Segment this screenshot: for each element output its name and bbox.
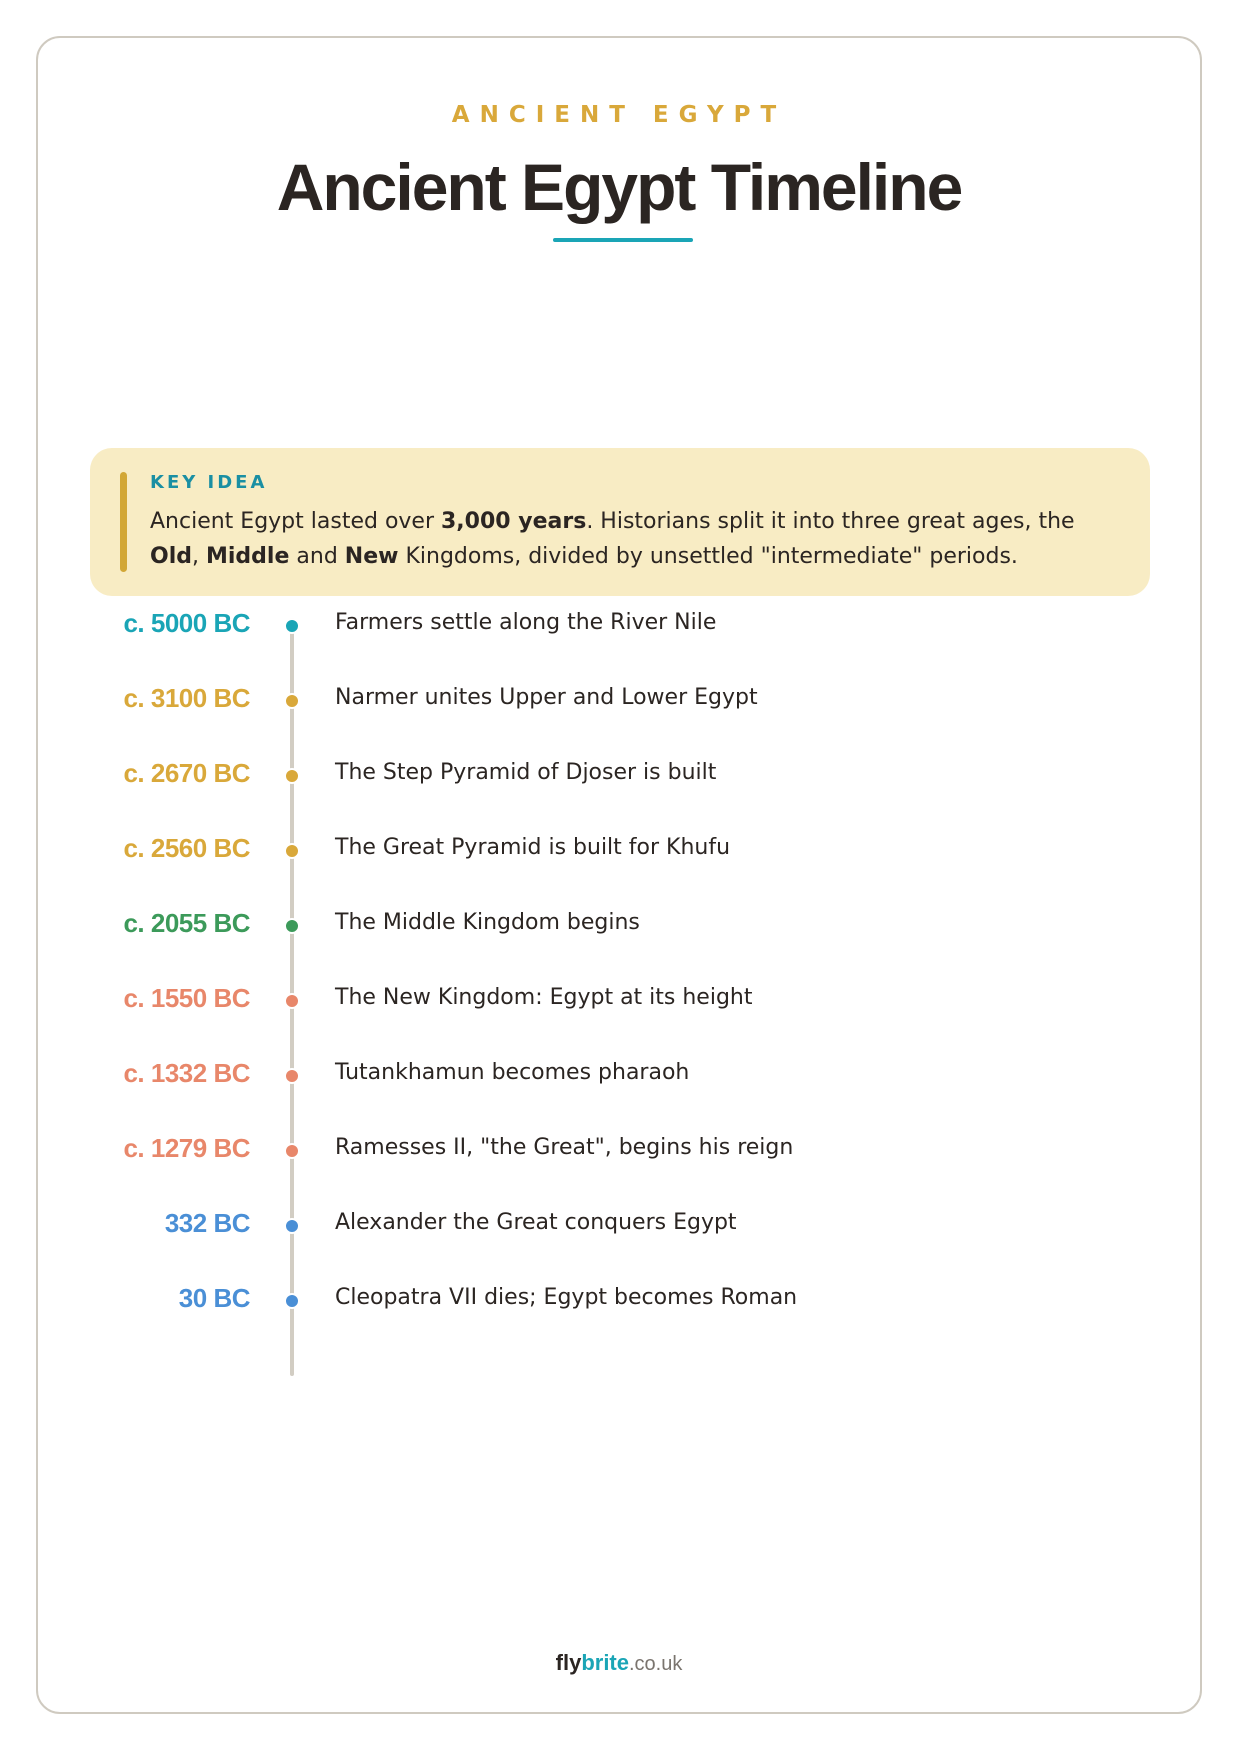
timeline-date: c. 5000 BC xyxy=(123,608,250,638)
key-idea-emphasis: 3,000 years xyxy=(441,509,587,534)
timeline-dot-icon xyxy=(284,993,300,1009)
timeline-row xyxy=(38,821,1200,881)
timeline-dot-icon xyxy=(284,1143,300,1159)
page-title: Ancient Egypt Timeline xyxy=(276,150,962,224)
timeline-event: Tutankhamun becomes pharaoh xyxy=(335,1060,690,1085)
timeline-event: The Middle Kingdom begins xyxy=(335,910,640,935)
key-idea-text-part: and xyxy=(289,544,345,569)
key-idea-text-part: Ancient Egypt lasted over xyxy=(150,509,441,534)
timeline-event: Cleopatra VII dies; Egypt becomes Roman xyxy=(335,1285,798,1310)
timeline-dot-icon xyxy=(284,1293,300,1309)
timeline-dot-icon xyxy=(284,1218,300,1234)
key-idea-label: KEY IDEA xyxy=(150,472,268,493)
timeline xyxy=(38,38,1200,1712)
timeline-date: 332 BC xyxy=(164,1208,250,1238)
timeline-date: c. 2560 BC xyxy=(123,833,250,863)
timeline-dot-icon xyxy=(284,618,300,634)
timeline-event: Alexander the Great conquers Egypt xyxy=(335,1210,737,1235)
key-idea-text-part: , xyxy=(192,544,206,569)
timeline-row xyxy=(38,596,1200,656)
timeline-row xyxy=(38,671,1200,731)
timeline-row xyxy=(38,1196,1200,1256)
brand-fly: fly xyxy=(555,1650,582,1675)
timeline-event: The Great Pyramid is built for Khufu xyxy=(335,835,731,860)
footer-brand xyxy=(38,1650,1200,1676)
timeline-row xyxy=(38,1271,1200,1331)
timeline-event: The Step Pyramid of Djoser is built xyxy=(335,760,717,785)
timeline-row xyxy=(38,971,1200,1031)
timeline-date: c. 1279 BC xyxy=(123,1133,250,1163)
worksheet-page xyxy=(36,36,1202,1714)
key-idea-emphasis: New xyxy=(344,544,399,569)
key-idea-text-part: . Historians split it into three great ages, the xyxy=(586,509,1075,534)
key-idea-text-part: Kingdoms, divided by unsettled "intermediate" periods. xyxy=(398,544,1018,569)
timeline-date: c. 1550 BC xyxy=(123,983,250,1013)
timeline-dot-icon xyxy=(284,843,300,859)
timeline-row xyxy=(38,896,1200,956)
timeline-date: c. 2055 BC xyxy=(123,908,250,938)
timeline-event: Farmers settle along the River Nile xyxy=(335,610,717,635)
brand-domain: .co.uk xyxy=(629,1653,683,1675)
timeline-row xyxy=(38,1046,1200,1106)
timeline-date: c. 3100 BC xyxy=(123,683,250,713)
header-kicker: ANCIENT EGYPT xyxy=(451,102,787,128)
brand-brite: brite xyxy=(581,1650,629,1675)
key-idea-emphasis: Middle xyxy=(206,544,290,569)
timeline-dot-icon xyxy=(284,1068,300,1084)
timeline-event: Ramesses II, "the Great", begins his reign xyxy=(335,1135,794,1160)
timeline-date: c. 2670 BC xyxy=(123,758,250,788)
key-idea-emphasis: Old xyxy=(150,544,192,569)
timeline-dot-icon xyxy=(284,918,300,934)
timeline-row xyxy=(38,1121,1200,1181)
timeline-date: c. 1332 BC xyxy=(123,1058,250,1088)
timeline-dot-icon xyxy=(284,768,300,784)
timeline-date: 30 BC xyxy=(178,1283,250,1313)
timeline-event: The New Kingdom: Egypt at its height xyxy=(335,985,753,1010)
timeline-row xyxy=(38,746,1200,806)
timeline-dot-icon xyxy=(284,693,300,709)
timeline-event: Narmer unites Upper and Lower Egypt xyxy=(335,685,758,710)
